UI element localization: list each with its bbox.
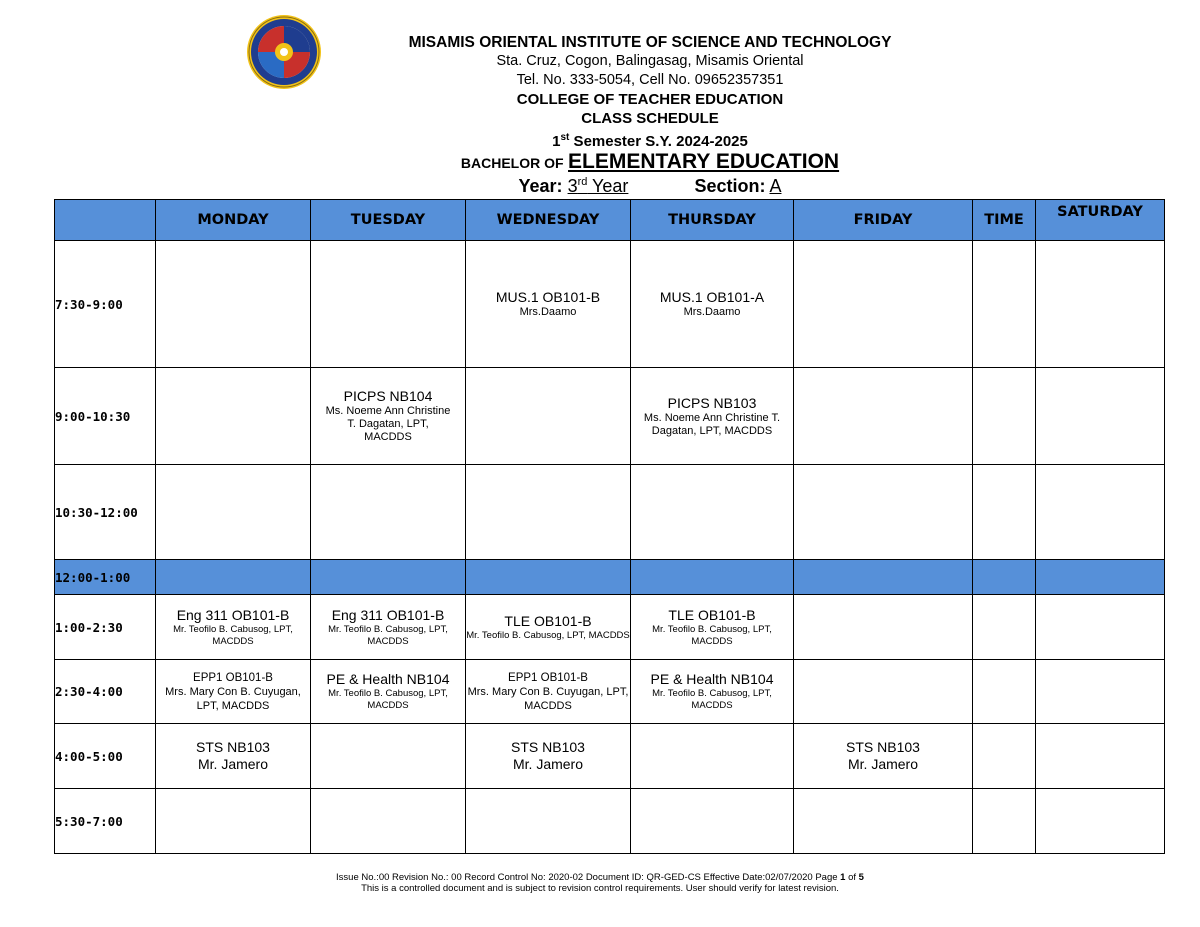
schedule-cell-tuesday	[311, 368, 466, 465]
table-header-row	[55, 200, 1165, 241]
time-slot-row	[55, 241, 1165, 368]
schedule-cell-saturday	[1036, 789, 1165, 854]
teacher-name: Mrs. Mary Con B. Cuyugan, LPT, MACDDS	[165, 685, 301, 712]
schedule-cell-monday	[156, 789, 311, 854]
time-slot-row	[55, 368, 1165, 465]
teacher-name: Mrs.Daamo	[683, 306, 741, 318]
schedule-cell-saturday	[1036, 595, 1165, 660]
schedule-cell-time	[973, 560, 1036, 595]
semester-number: 1	[552, 133, 561, 150]
schedule-cell-friday	[794, 724, 973, 789]
schedule-cell-thursday	[631, 789, 794, 854]
time-slot-label: 2:30-4:00	[55, 660, 156, 724]
semester-suffix: st	[560, 132, 570, 143]
document-header	[300, 33, 1000, 151]
subject-label: STS NB103	[196, 739, 270, 755]
header-monday: MONDAY	[156, 200, 311, 241]
schedule-cell-tuesday	[311, 560, 466, 595]
college-name: COLLEGE OF TEACHER EDUCATION	[516, 91, 784, 108]
year-section-line	[300, 176, 1000, 197]
schedule-cell-saturday	[1036, 368, 1165, 465]
schedule-cell-thursday	[631, 595, 794, 660]
time-slot-label: 1:00-2:30	[55, 595, 156, 660]
institution-address: Sta. Cruz, Cogon, Balingasag, Misamis Oriental	[496, 53, 804, 69]
schedule-cell-monday	[156, 241, 311, 368]
schedule-cell-tuesday	[311, 595, 466, 660]
schedule-cell-time	[973, 595, 1036, 660]
subject-label: PICPS NB103	[667, 394, 757, 411]
schedule-cell-friday	[794, 789, 973, 854]
schedule-cell-friday	[794, 241, 973, 368]
teacher-name: Mrs.Daamo	[519, 306, 577, 318]
header-saturday: SATURDAY	[1036, 200, 1165, 241]
schedule-cell-wednesday	[466, 368, 631, 465]
schedule-cell-monday	[156, 368, 311, 465]
schedule-cell-wednesday	[466, 789, 631, 854]
schedule-cell-time	[973, 660, 1036, 724]
schedule-cell-time	[973, 465, 1036, 560]
year-number: 3	[567, 176, 578, 196]
header-tuesday: TUESDAY	[311, 200, 466, 241]
time-slot-label: 12:00-1:00	[55, 560, 156, 595]
schedule-cell-thursday	[631, 465, 794, 560]
footer-control-line	[0, 872, 1200, 883]
schedule-cell-time	[973, 241, 1036, 368]
header-wednesday: WEDNESDAY	[466, 200, 631, 241]
schedule-cell-tuesday	[311, 241, 466, 368]
time-slot-row	[55, 789, 1165, 854]
semester-text: Semester S.Y. 2024-2025	[569, 133, 748, 150]
subject-label: MUS.1 OB101-B	[495, 289, 601, 305]
schedule-cell-thursday	[631, 241, 794, 368]
year-suffix: rd	[577, 176, 588, 188]
time-slot-row	[55, 724, 1165, 789]
header-cell-blank	[55, 200, 156, 241]
subject-label: TLE OB101-B	[668, 606, 756, 623]
institution-name: MISAMIS ORIENTAL INSTITUTE OF SCIENCE AND TECHNOLOGY	[408, 34, 892, 51]
schedule-cell-time	[973, 368, 1036, 465]
subject-label: Eng 311 OB101-B	[331, 606, 445, 623]
schedule-cell-wednesday	[466, 560, 631, 595]
time-slot-label: 9:00-10:30	[55, 368, 156, 465]
schedule-cell-tuesday	[311, 724, 466, 789]
footer-control-text: Issue No.:00 Revision No.: 00 Record Control No: 2020-02 Document ID: QR-GED-CS Effective Date:02/07/2020 Page	[336, 872, 841, 883]
year-label: Year:	[518, 176, 563, 196]
footer-page-number: 1	[840, 872, 846, 883]
teacher-name: Ms. Noeme Ann Christine T. Dagatan, LPT, MACDDS	[325, 405, 451, 443]
teacher-name: Mr. Teofilo B. Cabusog, LPT, MACDDS	[466, 629, 630, 641]
schedule-cell-friday	[794, 560, 973, 595]
teacher-name: Mrs. Mary Con B. Cuyugan, LPT, MACDDS	[467, 685, 629, 712]
section-value: A	[769, 176, 782, 196]
schedule-cell-tuesday	[311, 789, 466, 854]
schedule-cell-thursday	[631, 660, 794, 724]
subject-label: STS NB103	[511, 739, 585, 755]
footer-disclaimer: This is a controlled document and is subject to revision control requirements. User should verify for latest revision.	[361, 883, 839, 894]
schedule-cell-tuesday	[311, 465, 466, 560]
subject-label: EPP1 OB101-B	[508, 671, 588, 684]
subject-label: Eng 311 OB101-B	[176, 606, 290, 623]
schedule-cell-friday	[794, 595, 973, 660]
teacher-name: Mr. Teofilo B. Cabusog, LPT, MACDDS	[328, 688, 448, 711]
subject-label: PE & Health NB104	[650, 671, 774, 687]
teacher-name: Mr. Teofilo B. Cabusog, LPT, MACDDS	[328, 623, 448, 647]
schedule-cell-wednesday	[466, 465, 631, 560]
schedule-cell-saturday	[1036, 724, 1165, 789]
schedule-cell-friday	[794, 465, 973, 560]
teacher-name: Mr. Teofilo B. Cabusog, LPT, MACDDS	[173, 623, 293, 647]
schedule-cell-friday	[794, 368, 973, 465]
time-slot-label: 5:30-7:00	[55, 789, 156, 854]
program-title	[300, 150, 1000, 174]
subject-label: STS NB103	[846, 739, 920, 755]
teacher-name: Mr. Jamero	[197, 756, 268, 772]
program-name: ELEMENTARY EDUCATION	[568, 150, 840, 173]
program-prefix: BACHELOR OF	[460, 155, 564, 171]
schedule-cell-saturday	[1036, 660, 1165, 724]
schedule-cell-monday	[156, 465, 311, 560]
institution-contact: Tel. No. 333-5054, Cell No. 09652357351	[516, 72, 784, 88]
semester-line	[300, 128, 1000, 151]
schedule-cell-time	[973, 724, 1036, 789]
schedule-cell-thursday	[631, 368, 794, 465]
teacher-name: Mr. Teofilo B. Cabusog, LPT, MACDDS	[652, 623, 772, 647]
header-thursday: THURSDAY	[631, 200, 794, 241]
class-schedule-table	[54, 199, 1165, 854]
schedule-cell-saturday	[1036, 241, 1165, 368]
document-title: CLASS SCHEDULE	[581, 110, 719, 127]
schedule-cell-friday	[794, 660, 973, 724]
schedule-cell-tuesday	[311, 660, 466, 724]
time-slot-label: 7:30-9:00	[55, 241, 156, 368]
subject-label: PICPS NB104	[343, 388, 433, 404]
header-time: TIME	[973, 200, 1036, 241]
schedule-body	[55, 241, 1165, 854]
lunch-break-row	[55, 560, 1165, 595]
schedule-cell-wednesday	[466, 724, 631, 789]
schedule-cell-monday	[156, 595, 311, 660]
footer-page-total: 5	[858, 872, 864, 883]
header-friday: FRIDAY	[794, 200, 973, 241]
teacher-name: Mr. Jamero	[512, 756, 583, 772]
subject-label: EPP1 OB101-B	[193, 671, 273, 684]
year-word: Year	[587, 176, 629, 196]
footer-of: of	[845, 872, 859, 883]
teacher-name: Mr. Jamero	[847, 756, 918, 772]
schedule-cell-wednesday	[466, 595, 631, 660]
schedule-cell-saturday	[1036, 560, 1165, 595]
schedule-cell-monday	[156, 560, 311, 595]
schedule-cell-time	[973, 789, 1036, 854]
schedule-cell-wednesday	[466, 660, 631, 724]
schedule-cell-monday	[156, 660, 311, 724]
schedule-cell-thursday	[631, 724, 794, 789]
teacher-name: Ms. Noeme Ann Christine T. Dagatan, LPT, MACDDS	[643, 411, 781, 437]
document-footer	[0, 872, 1200, 894]
schedule-cell-monday	[156, 724, 311, 789]
schedule-cell-thursday	[631, 560, 794, 595]
teacher-name: Mr. Teofilo B. Cabusog, LPT, MACDDS	[652, 688, 772, 711]
year-value	[568, 176, 629, 196]
schedule-cell-saturday	[1036, 465, 1165, 560]
time-slot-row	[55, 660, 1165, 724]
time-slot-label: 4:00-5:00	[55, 724, 156, 789]
time-slot-row	[55, 595, 1165, 660]
subject-label: MUS.1 OB101-A	[659, 289, 765, 305]
section-label: Section:	[694, 176, 766, 196]
subject-label: PE & Health NB104	[326, 671, 450, 687]
time-slot-label: 10:30-12:00	[55, 465, 156, 560]
time-slot-row	[55, 465, 1165, 560]
schedule-cell-wednesday	[466, 241, 631, 368]
subject-label: TLE OB101-B	[504, 612, 592, 629]
